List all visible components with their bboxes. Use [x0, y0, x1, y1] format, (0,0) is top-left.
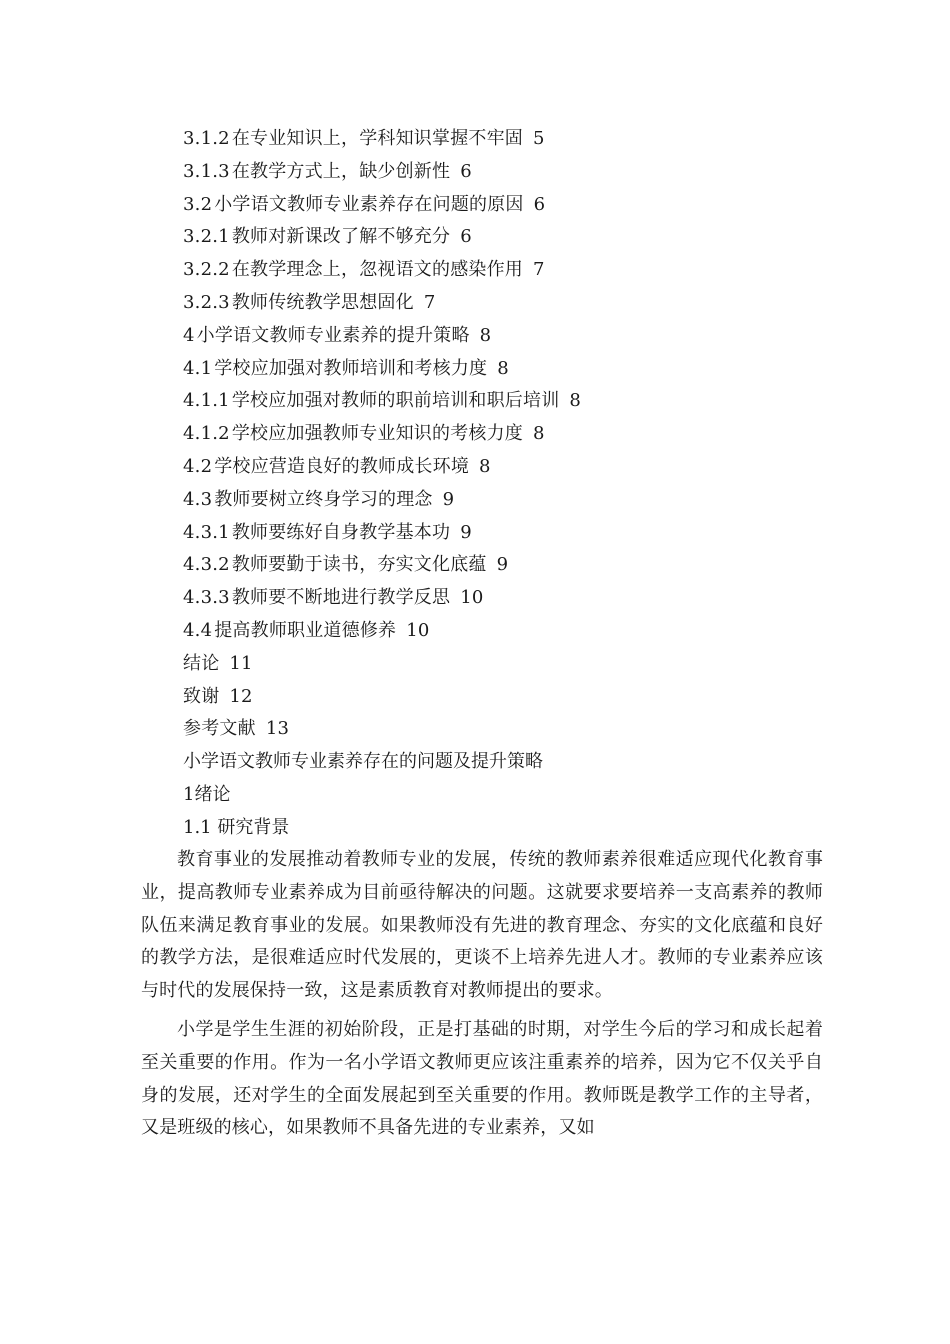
toc-entry-number: 3.1.2 [183, 128, 230, 149]
toc-entry-title: 教师要练好自身教学基本功 [231, 521, 451, 543]
toc-entry-page: 5 [533, 128, 545, 149]
section-heading: 1绪论 [183, 783, 231, 805]
toc-entry-title: 致谢 [183, 685, 220, 707]
body-text [141, 844, 823, 1151]
toc-entry[interactable] [183, 189, 823, 222]
toc-entry-title: 在专业知识上，学科知识掌握不牢固 [231, 128, 524, 149]
toc-entry[interactable] [183, 615, 823, 648]
toc-entry-number: 4.1.2 [183, 423, 230, 445]
toc-entry-page: 6 [460, 226, 472, 248]
toc-entry-page: 11 [229, 652, 253, 674]
toc-entry-number: 3.2.3 [183, 291, 230, 313]
toc-entry-title: 提高教师职业道德修养 [214, 619, 397, 641]
toc-entry[interactable] [183, 418, 823, 451]
table-of-contents [183, 123, 823, 845]
toc-entry-title: 在教学理念上，忽视语文的感染作用 [231, 259, 524, 281]
toc-entry-page: 8 [479, 324, 492, 346]
toc-entry-number: 3.2 [183, 193, 213, 215]
toc-entry-title: 教师对新课改了解不够充分 [231, 226, 451, 248]
paragraph: 小学是学生生涯的初始阶段，正是打基础的时期，对学生今后的学习和成长起着至关重要的作用。作为一名小学语文教师更应该注重素养的培养，因为它不仅关乎自身的发展，还对学生的全面发展起到至关重要的作用。教师既是教学工作的主导者，又是班级的核心，如果教师不具备先进的专业素养，又如 [141, 1018, 823, 1139]
toc-entry[interactable] [183, 254, 823, 287]
toc-entry-title: 学校应营造良好的教师成长环境 [214, 455, 470, 477]
toc-entry-page: 7 [533, 259, 545, 281]
toc-entry-number: 4 [183, 324, 195, 346]
toc-entry-title: 教师要勤于读书，夯实文化底蕴 [231, 554, 487, 576]
subsection-heading: 1.1 研究背景 [183, 816, 290, 838]
toc-entry-number: 3.1.3 [183, 160, 230, 182]
toc-entry-title: 在教学方式上，缺少创新性 [231, 160, 451, 182]
toc-entry[interactable] [183, 582, 823, 615]
toc-entry[interactable] [183, 353, 823, 386]
toc-entry-page: 12 [229, 685, 253, 707]
toc-entry-number: 4.3.1 [183, 521, 230, 543]
toc-entry[interactable] [183, 713, 823, 746]
toc-entry[interactable] [183, 123, 823, 156]
toc-entry[interactable] [183, 517, 823, 550]
toc-entry-number: 4.2 [183, 455, 213, 477]
toc-entry[interactable] [183, 156, 823, 189]
toc-entry-page: 6 [533, 193, 546, 215]
paragraph: 教育事业的发展推动着教师专业的发展，传统的教师素养很难适应现代化教育事业，提高教师专业素养成为目前亟待解决的问题。这就要求要培养一支高素养的教师队伍来满足教育事业的发展。如果教师没有先进的教育理念、夯实的文化底蕴和良好的教学方法，是很难适应时代发展的，更谈不上培养先进人才。教师的专业素养应该与时代的发展保持一致，这是素质教育对教师提出的要求。 [141, 849, 823, 1002]
toc-entry[interactable] [183, 681, 823, 714]
toc-entry-page: 8 [497, 357, 509, 379]
toc-entry[interactable] [183, 320, 823, 353]
toc-entry-number: 4.4 [183, 619, 213, 641]
toc-entry-number: 3.2.2 [183, 259, 230, 281]
toc-entry-title: 参考文献 [183, 718, 256, 740]
toc-entry-title: 小学语文教师专业素养存在问题的原因 [214, 193, 524, 215]
toc-entry-number: 4.3.2 [183, 554, 230, 576]
toc-entry-page: 9 [496, 554, 509, 576]
toc-entry[interactable] [183, 648, 823, 681]
toc-entry-page: 9 [442, 488, 455, 510]
toc-entry-title: 教师传统教学思想固化 [231, 291, 414, 313]
toc-entry[interactable] [183, 451, 823, 484]
document-title: 小学语文教师专业素养存在的问题及提升策略 [183, 751, 543, 773]
toc-entry-title: 教师要不断地进行教学反思 [231, 587, 451, 609]
toc-entry-page: 6 [460, 160, 472, 182]
toc-entry-number: 4.1 [183, 357, 213, 379]
toc-entry[interactable] [183, 484, 823, 517]
toc-entry-page: 8 [479, 455, 491, 477]
toc-entry-page: 8 [533, 423, 545, 445]
toc-entry[interactable] [183, 549, 823, 582]
toc-entry-title: 结论 [183, 652, 220, 674]
toc-entry[interactable] [183, 287, 823, 320]
toc-entry[interactable] [183, 385, 823, 418]
toc-entry-page: 7 [423, 291, 436, 313]
toc-entry-title: 学校应加强教师专业知识的考核力度 [231, 423, 524, 445]
toc-entry-page: 10 [406, 619, 430, 641]
toc-entry-page: 9 [460, 521, 472, 543]
toc-entry[interactable] [183, 221, 823, 254]
toc-entry-number: 3.2.1 [183, 226, 230, 248]
toc-entry-number: 4.3.3 [183, 587, 230, 609]
toc-entry-page: 13 [265, 718, 290, 740]
toc-entry-title: 教师要树立终身学习的理念 [214, 488, 433, 510]
toc-entry-number: 4.3 [183, 488, 213, 510]
toc-entry-page: 8 [569, 390, 582, 412]
toc-entry-title: 小学语文教师专业素养的提升策略 [196, 324, 470, 346]
toc-entry-title: 学校应加强对教师培训和考核力度 [214, 357, 488, 379]
toc-entry-number: 4.1.1 [183, 390, 230, 412]
toc-entry-page: 10 [460, 587, 484, 609]
toc-entry-title: 学校应加强对教师的职前培训和职后培训 [231, 390, 560, 412]
